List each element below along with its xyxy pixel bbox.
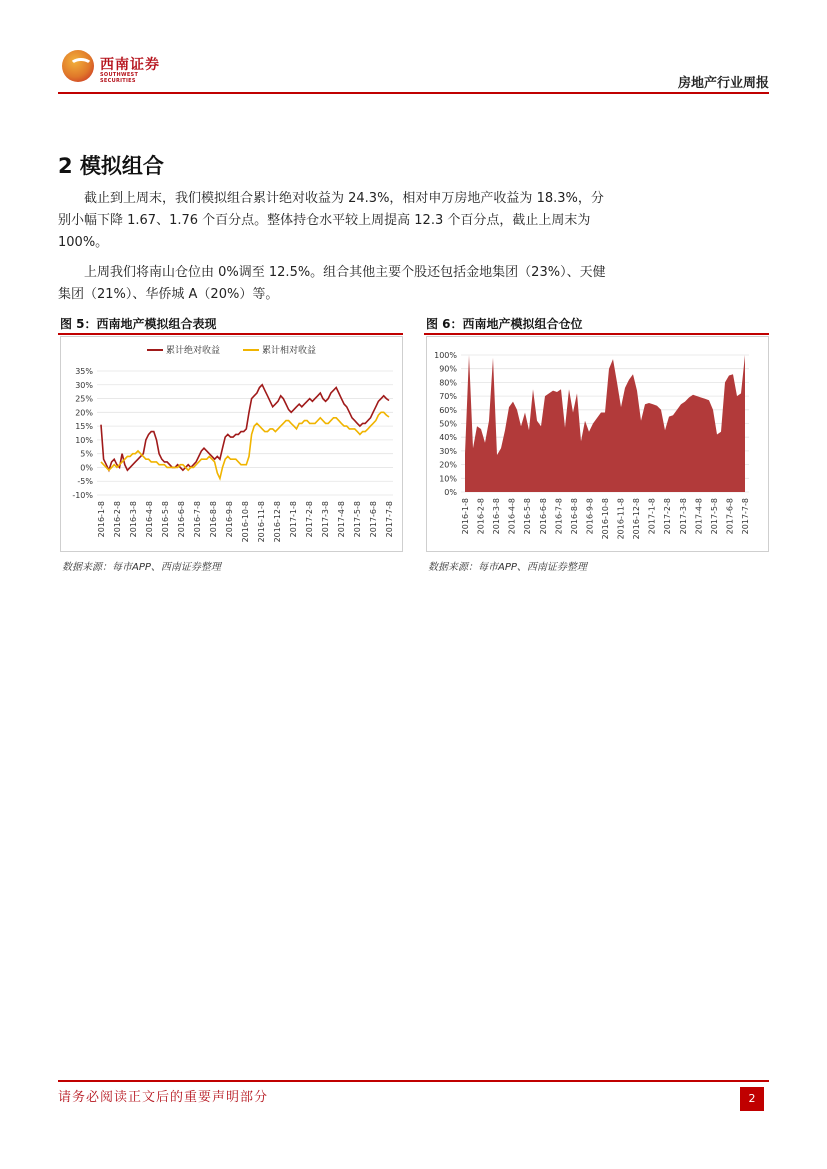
y-tick-label: 0% (80, 463, 93, 473)
x-tick-label: 2017-5-8 (353, 501, 362, 538)
report-title: 房地产行业周报 (677, 76, 769, 91)
paragraph-2 (58, 262, 613, 306)
x-tick-label: 2017-2-8 (663, 498, 673, 535)
x-tick-label: 2017-6-8 (369, 501, 378, 538)
x-tick-label: 2017-2-8 (305, 501, 314, 538)
legend-label: 累计相对收益 (262, 346, 317, 356)
x-tick-label: 2016-6-8 (177, 501, 186, 538)
x-tick-label: 2016-7-8 (554, 498, 564, 535)
y-tick-label: 10% (75, 435, 93, 445)
x-tick-label: 2016-6-8 (538, 498, 548, 535)
y-tick-label: 25% (75, 394, 93, 404)
figure-6-chart (426, 336, 769, 552)
x-tick-label: 2017-6-8 (725, 498, 735, 535)
x-tick-label: 2017-4-8 (337, 501, 346, 538)
figure-6-source: 数据来源：每市APP、西南证券整理 (428, 562, 587, 573)
x-tick-label: 2016-12-8 (273, 501, 282, 543)
position-area-chart (427, 337, 768, 551)
paragraph-1-text: 截止到上周末，我们模拟组合累计绝对收益为 24.3%，相对申万房地产收益为 18.3%，分别小幅下降 1.67、1.76 个百分点。整体持仓水平较上周提高 12.3 个百分点，截止上周末为 100%。 (58, 191, 604, 250)
y-tick-label: 5% (80, 449, 93, 459)
footer-divider (58, 1080, 769, 1082)
y-tick-label: 100% (434, 351, 457, 360)
x-tick-label: 2016-12-8 (632, 498, 642, 540)
y-tick-label: 35% (75, 367, 93, 376)
header-divider (58, 92, 769, 94)
x-tick-label: 2016-1-8 (97, 501, 106, 538)
y-tick-label: 60% (439, 405, 457, 415)
y-tick-label: 0% (444, 488, 457, 497)
x-tick-label: 2017-1-8 (289, 501, 298, 538)
x-tick-label: 2016-5-8 (523, 498, 533, 535)
x-tick-label: 2016-9-8 (585, 498, 595, 535)
x-tick-label: 2016-3-8 (492, 498, 502, 535)
figure-5-divider (58, 333, 403, 335)
x-tick-label: 2016-3-8 (129, 501, 138, 538)
x-tick-label: 2016-2-8 (476, 498, 486, 535)
footer-disclaimer: 请务必阅读正文后的重要声明部分 (58, 1090, 269, 1105)
x-tick-label: 2017-3-8 (321, 501, 330, 538)
logo-english-name: SOUTHWEST SECURITIES (100, 72, 139, 84)
y-tick-label: -5% (77, 477, 93, 487)
x-tick-label: 2016-5-8 (161, 501, 170, 538)
x-tick-label: 2016-7-8 (193, 501, 202, 538)
y-tick-label: 15% (75, 422, 93, 432)
y-tick-label: 90% (439, 364, 457, 374)
position-area (465, 355, 745, 492)
figure-5-source: 数据来源：每市APP、西南证券整理 (62, 562, 221, 573)
x-tick-label: 2016-10-8 (241, 501, 250, 543)
x-tick-label: 2016-4-8 (145, 501, 154, 538)
x-tick-label: 2017-1-8 (647, 498, 657, 535)
x-tick-label: 2016-9-8 (225, 501, 234, 538)
paragraph-2-text: 上周我们将南山仓位由 0%调至 12.5%。组合其他主要个股还包括金地集团（23%）、天健集团（21%）、华侨城 A（20%）等。 (58, 265, 606, 302)
x-tick-label: 2016-10-8 (601, 498, 610, 540)
y-tick-label: 10% (439, 474, 457, 484)
figure-5-caption: 图 5：西南地产模拟组合表现 (60, 317, 217, 331)
y-tick-label: 30% (439, 446, 457, 456)
logo-emblem-icon (62, 50, 94, 82)
x-tick-label: 2016-11-8 (257, 501, 266, 543)
page-number: 2 (740, 1087, 764, 1111)
performance-line-chart (61, 337, 402, 551)
figure-6-divider (424, 333, 769, 335)
figure-6-caption: 图 6：西南地产模拟组合仓位 (426, 317, 583, 331)
x-tick-label: 2017-7-8 (741, 498, 750, 535)
section-title: 2 模拟组合 (58, 154, 164, 178)
y-tick-label: 40% (439, 433, 457, 443)
x-tick-label: 2016-4-8 (507, 498, 517, 535)
x-tick-label: 2017-5-8 (709, 498, 719, 535)
x-tick-label: 2016-2-8 (113, 501, 122, 538)
x-tick-label: 2016-8-8 (569, 498, 579, 535)
y-tick-label: 20% (439, 460, 457, 470)
y-tick-label: 80% (439, 378, 457, 388)
y-tick-label: -10% (72, 491, 93, 500)
y-tick-label: 70% (439, 392, 457, 402)
legend-label: 累计绝对收益 (166, 346, 221, 356)
x-tick-label: 2016-8-8 (209, 501, 218, 538)
x-tick-label: 2017-4-8 (694, 498, 704, 535)
y-tick-label: 50% (439, 419, 457, 429)
figure-5-chart (60, 336, 403, 552)
x-tick-label: 2017-7-8 (385, 501, 394, 538)
company-logo (62, 50, 172, 86)
logo-chinese-name: 西南证券 (100, 57, 160, 73)
x-tick-label: 2016-1-8 (461, 498, 470, 535)
x-tick-label: 2016-11-8 (616, 498, 626, 540)
y-tick-label: 20% (75, 408, 93, 418)
x-tick-label: 2017-3-8 (678, 498, 688, 535)
paragraph-1 (58, 188, 613, 254)
y-tick-label: 30% (75, 380, 93, 390)
